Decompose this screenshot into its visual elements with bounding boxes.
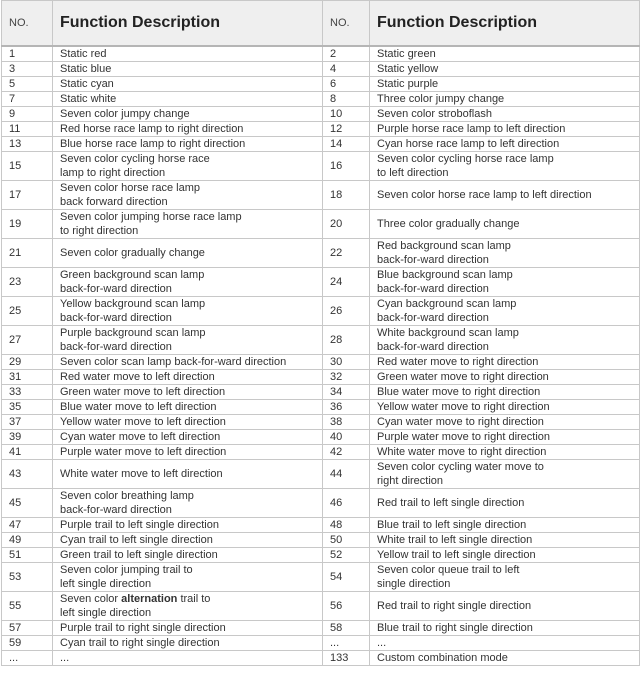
description-line: Static red [60,48,107,60]
function-number-right: 28 [323,326,370,355]
description-line: left single direction [60,607,152,619]
table-row [2,400,640,415]
description-line: Static white [60,93,117,105]
table-row [2,533,640,548]
description-line: Green background scan lamp [60,269,205,281]
function-description-left [53,92,323,107]
function-number-right: 42 [323,445,370,460]
function-number-left: 1 [2,46,53,62]
function-number-left: 15 [2,152,53,181]
description-line: Static yellow [377,63,439,75]
function-description-left [53,636,323,651]
function-description-right [370,489,640,518]
table-row [2,107,640,122]
function-description-right [370,77,640,92]
table-row [2,430,640,445]
function-description-right [370,137,640,152]
function-number-left: 5 [2,77,53,92]
description-line: Blue trail to right single direction [377,622,533,634]
description-line: White water move to right direction [377,446,547,458]
function-description-right [370,107,640,122]
description-line: Yellow background scan lamp [60,298,206,310]
table-row [2,636,640,651]
description-line: Green trail to left single direction [60,549,218,561]
table-row [2,460,640,489]
function-number-left: 13 [2,137,53,152]
description-line: to right direction [60,225,139,237]
function-number-left: 17 [2,181,53,210]
table-row [2,62,640,77]
function-number-left: 19 [2,210,53,239]
function-description-left [53,621,323,636]
function-number-right: 16 [323,152,370,181]
description-line: right direction [377,475,444,487]
function-description-right [370,415,640,430]
description-line: back forward direction [60,196,168,208]
function-number-left: 21 [2,239,53,268]
function-number-right: 4 [323,62,370,77]
table-row [2,563,640,592]
description-line: to left direction [377,167,449,179]
table-row [2,268,640,297]
function-number-left: 57 [2,621,53,636]
function-number-right: 133 [323,651,370,666]
function-description-left [53,181,323,210]
function-description-left [53,460,323,489]
description-line: Static cyan [60,78,114,90]
function-description-left [53,77,323,92]
description-line: ... [377,637,387,649]
table-row [2,239,640,268]
table-row [2,210,640,239]
function-description-right [370,297,640,326]
description-line: lamp to right direction [60,167,166,179]
table-row [2,651,640,666]
description-line: Cyan water move to left direction [60,431,221,443]
description-line: Cyan trail to left single direction [60,534,213,546]
function-description-left [53,62,323,77]
function-description-left [53,563,323,592]
function-number-left: 35 [2,400,53,415]
function-description-right [370,460,640,489]
function-number-right: 58 [323,621,370,636]
description-line: Red water move to left direction [60,371,215,383]
function-description-right [370,430,640,445]
description-line: Static green [377,48,436,60]
description-line: Red background scan lamp [377,240,511,252]
function-number-left: 11 [2,122,53,137]
function-description-right [370,385,640,400]
function-number-left: 55 [2,592,53,621]
description-text: Seven color [60,593,122,605]
table-row [2,77,640,92]
function-description-left [53,268,323,297]
description-line: Seven color cycling horse race lamp [377,153,554,165]
header-no-left: NO. [2,1,53,47]
description-line: Red horse race lamp to right direction [60,123,244,135]
description-line: back-for-ward direction [377,254,489,266]
function-number-right: 26 [323,297,370,326]
table-row [2,518,640,533]
table-row [2,152,640,181]
table-row [2,548,640,563]
description-line [60,592,322,606]
description-line: Red water move to right direction [377,356,539,368]
function-description-right [370,239,640,268]
function-description-left [53,370,323,385]
description-line: Purple trail to right single direction [60,622,226,634]
function-number-left: 31 [2,370,53,385]
description-line: Purple trail to left single direction [60,519,219,531]
function-description-left [53,415,323,430]
function-description-left [53,445,323,460]
function-description-left [53,592,323,621]
description-line: Purple water move to right direction [377,431,551,443]
header-description-left: Function Description [53,1,323,47]
function-description-left [53,651,323,666]
table-body [2,46,640,666]
function-description-left [53,297,323,326]
function-description-left [53,430,323,445]
description-line: back-for-ward direction [377,283,489,295]
function-number-left: 41 [2,445,53,460]
function-number-right: 36 [323,400,370,415]
function-number-right: 2 [323,46,370,62]
function-description-right [370,370,640,385]
function-number-right: 22 [323,239,370,268]
description-line: Yellow water move to left direction [60,416,226,428]
function-number-right: 12 [323,122,370,137]
description-line: Blue horse race lamp to right direction [60,138,246,150]
function-description-right [370,621,640,636]
description-line: White background scan lamp [377,327,519,339]
function-number-left: 27 [2,326,53,355]
description-emphasis: alternation [121,593,178,605]
description-line: Seven color horse race lamp to left direction [377,189,592,201]
function-number-left: 9 [2,107,53,122]
description-line: back-for-ward direction [377,312,489,324]
function-description-right [370,181,640,210]
table-row [2,122,640,137]
function-description-left [53,326,323,355]
description-line: Seven color jumping trail to [60,564,193,576]
description-line: Yellow trail to left single direction [377,549,536,561]
function-number-left: 39 [2,430,53,445]
function-number-right: 40 [323,430,370,445]
table-row [2,326,640,355]
table-row [2,46,640,62]
function-number-right: 10 [323,107,370,122]
function-description-left [53,210,323,239]
function-description-left [53,137,323,152]
function-number-left: 37 [2,415,53,430]
description-line: left single direction [60,578,152,590]
table-header [2,1,640,47]
table-row [2,370,640,385]
description-line: Seven color scan lamp back-for-ward direction [60,356,287,368]
description-line: Seven color breathing lamp [60,490,194,502]
description-line: Seven color queue trail to left [377,564,520,576]
function-number-right: 38 [323,415,370,430]
table-row [2,181,640,210]
description-line: Cyan trail to right single direction [60,637,220,649]
function-description-left [53,533,323,548]
function-description-right [370,400,640,415]
header-description-right: Function Description [370,1,640,47]
description-line: Cyan water move to right direction [377,416,544,428]
description-line: Seven color gradually change [60,247,205,259]
function-description-right [370,326,640,355]
function-description-right [370,152,640,181]
function-description-right [370,651,640,666]
function-description-right [370,62,640,77]
function-description-right [370,268,640,297]
description-line: Seven color cycling water move to [377,461,544,473]
function-number-left: ... [2,651,53,666]
function-description-right [370,355,640,370]
function-number-right: 18 [323,181,370,210]
function-number-left: 49 [2,533,53,548]
function-number-right: 32 [323,370,370,385]
function-description-left [53,385,323,400]
function-description-left [53,489,323,518]
description-text: trail to [177,593,211,605]
function-description-right [370,533,640,548]
description-line: Seven color jumping horse race lamp [60,211,242,223]
function-description-right [370,563,640,592]
description-line: Three color jumpy change [377,93,505,105]
function-number-right: 52 [323,548,370,563]
function-description-left [53,548,323,563]
function-description-left [53,355,323,370]
function-number-left: 33 [2,385,53,400]
description-line: Blue water move to left direction [60,401,217,413]
function-description-left [53,122,323,137]
function-description-left [53,400,323,415]
function-number-left: 45 [2,489,53,518]
function-number-right: 24 [323,268,370,297]
function-number-left: 23 [2,268,53,297]
table-row [2,592,640,621]
header-no-right: NO. [323,1,370,47]
function-description-right [370,122,640,137]
description-line: ... [60,652,70,664]
function-number-right: 54 [323,563,370,592]
function-description-left [53,152,323,181]
function-description-right [370,592,640,621]
function-number-right: 56 [323,592,370,621]
function-description-left [53,239,323,268]
description-line: Purple water move to left direction [60,446,227,458]
table-row [2,355,640,370]
function-number-right: 50 [323,533,370,548]
table-row [2,489,640,518]
description-line: back-for-ward direction [60,312,172,324]
function-description-right [370,92,640,107]
function-number-right: 44 [323,460,370,489]
description-line: back-for-ward direction [60,283,172,295]
function-number-left: 25 [2,297,53,326]
function-number-left: 29 [2,355,53,370]
function-description-right [370,46,640,62]
function-table [1,0,640,666]
function-description-left [53,46,323,62]
function-description-left [53,107,323,122]
description-line: White trail to left single direction [377,534,533,546]
description-line: Blue trail to left single direction [377,519,527,531]
function-description-right [370,445,640,460]
function-number-right: 34 [323,385,370,400]
function-number-left: 51 [2,548,53,563]
description-line: Seven color cycling horse race [60,153,210,165]
description-line: Static blue [60,63,112,75]
function-description-right [370,636,640,651]
table-row [2,621,640,636]
description-line: Green water move to right direction [377,371,549,383]
function-number-left: 47 [2,518,53,533]
function-number-right: 48 [323,518,370,533]
description-line: Blue water move to right direction [377,386,541,398]
table-row [2,445,640,460]
description-line: Green water move to left direction [60,386,226,398]
description-line: Blue background scan lamp [377,269,513,281]
description-line: Red trail to right single direction [377,600,532,612]
description-line: Seven color horse race lamp [60,182,201,194]
table-row [2,297,640,326]
function-number-right: 30 [323,355,370,370]
description-line: single direction [377,578,451,590]
description-line: Yellow water move to right direction [377,401,550,413]
table-row [2,92,640,107]
description-line: Seven color stroboflash [377,108,492,120]
function-number-right: 20 [323,210,370,239]
description-line: Seven color jumpy change [60,108,190,120]
function-description-right [370,518,640,533]
function-number-right: ... [323,636,370,651]
description-line: Static purple [377,78,439,90]
function-number-right: 8 [323,92,370,107]
table-row [2,137,640,152]
table-row [2,415,640,430]
function-description-right [370,210,640,239]
function-description-right [370,548,640,563]
function-description-left [53,518,323,533]
description-line: White water move to left direction [60,468,223,480]
description-line: Purple horse race lamp to left direction [377,123,566,135]
header-row [2,1,640,47]
function-number-right: 14 [323,137,370,152]
description-line: Purple background scan lamp [60,327,206,339]
description-line: Cyan background scan lamp [377,298,517,310]
description-line: Three color gradually change [377,218,520,230]
function-number-right: 6 [323,77,370,92]
function-number-left: 53 [2,563,53,592]
function-number-left: 59 [2,636,53,651]
description-line: Red trail to left single direction [377,497,525,509]
function-number-left: 43 [2,460,53,489]
description-line: back-for-ward direction [377,341,489,353]
description-line: back-for-ward direction [60,341,172,353]
description-line: back-for-ward direction [60,504,172,516]
function-number-right: 46 [323,489,370,518]
function-number-left: 7 [2,92,53,107]
table-row [2,385,640,400]
description-line: Custom combination mode [377,652,508,664]
description-line: Cyan horse race lamp to left direction [377,138,560,150]
function-number-left: 3 [2,62,53,77]
